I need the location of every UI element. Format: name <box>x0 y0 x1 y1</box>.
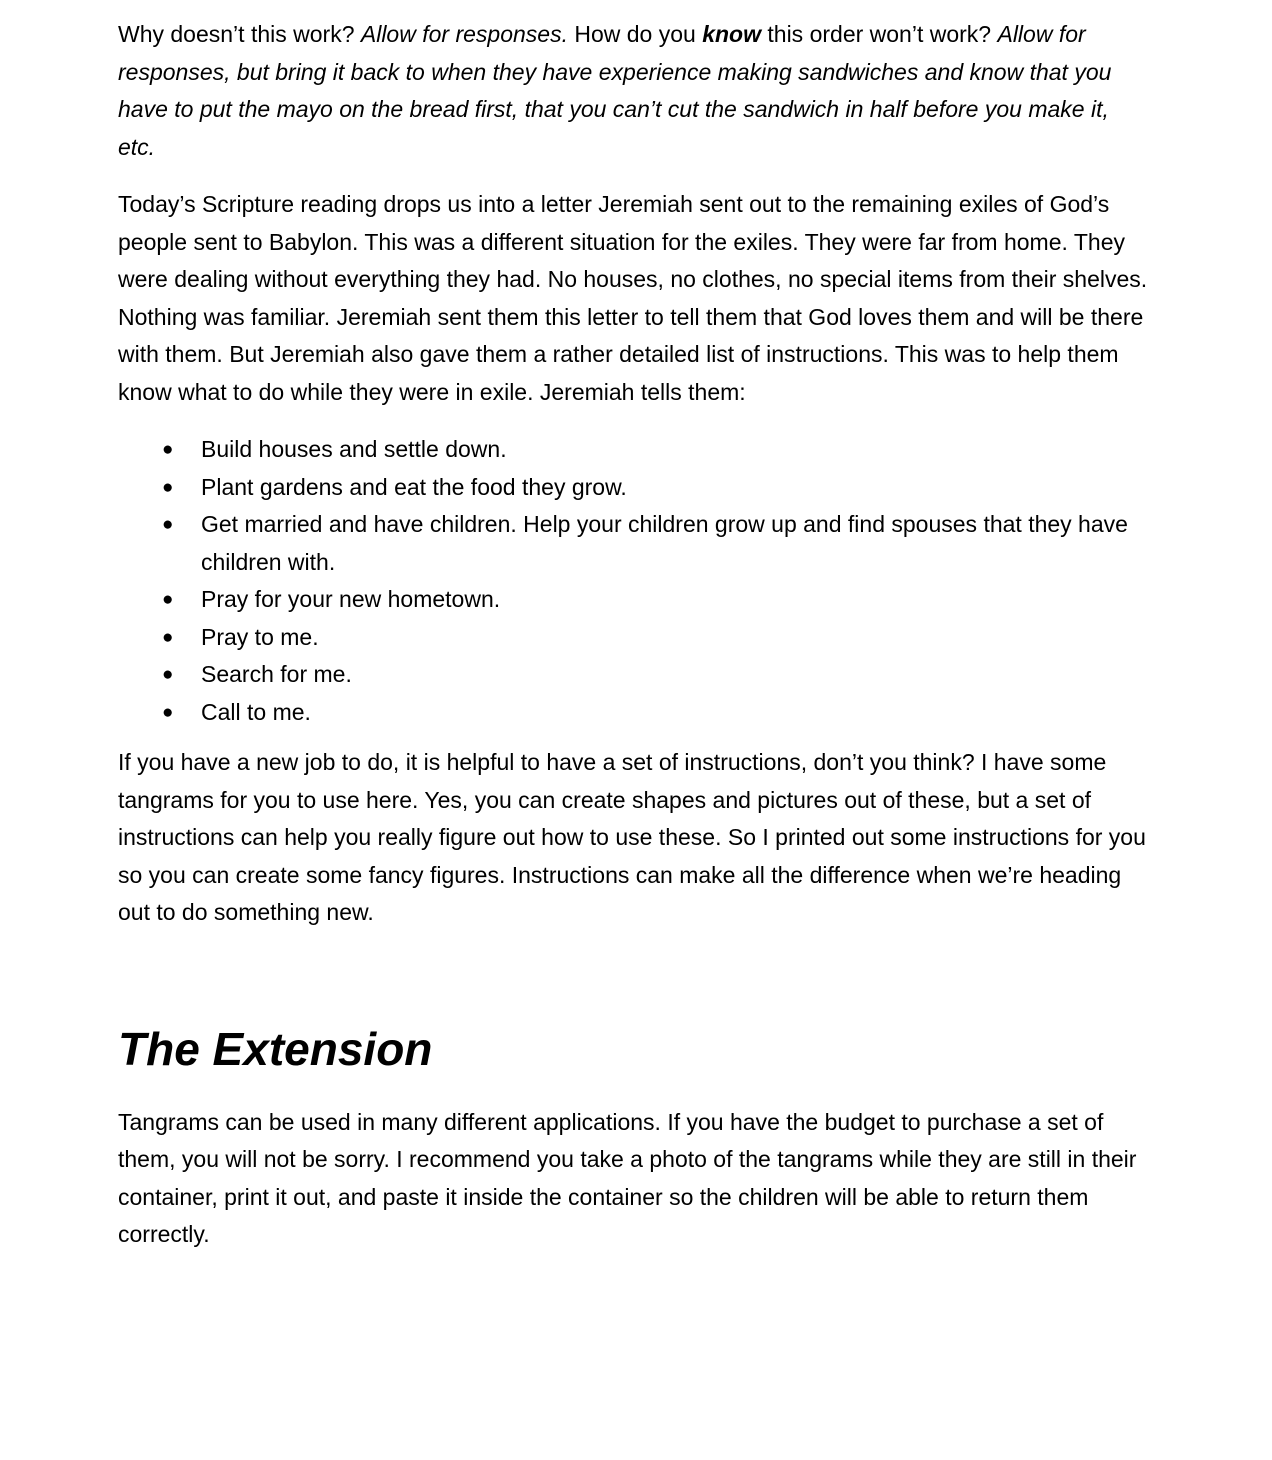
instructions-paragraph: If you have a new job to do, it is helpful to have a set of instructions, don’t you think? I have some tangrams for you to use here. Yes, you can create shapes and pictures out of these, but a set of instructions can help you really figure out how to use these. So I printed out some instructions for you so you can create some fancy figures. Instructions can make all the difference when we’re heading out to do something new. <box>118 749 1146 925</box>
section-heading: The Extension <box>118 1022 433 1075</box>
list-item <box>118 469 1152 507</box>
list-item <box>118 431 1152 469</box>
bullet-icon: ● <box>162 701 174 723</box>
intro-paragraph <box>118 16 1152 166</box>
list-item <box>118 694 1152 732</box>
bullet-icon: ● <box>162 664 174 685</box>
text-segment: know <box>702 21 761 47</box>
bullet-icon: ● <box>162 476 174 498</box>
scripture-paragraph: Today’s Scripture reading drops us into a letter Jeremiah sent out to the remaining exiles of God’s people sent to Babylon. This was a different situation for the exiles. They were far from home. They were dealing without everything they had. No houses, no clothes, no special items from their shelves. Nothing was familiar. Jeremiah sent them this letter to tell them that God loves them and will be there with them. But Jeremiah also gave them a rather detailed list of instructions. This was to help them know what to do while they were in exile. Jeremiah tells them: <box>118 191 1148 405</box>
list-item <box>118 581 1152 619</box>
list-item <box>118 656 1152 694</box>
list-item-text: Plant gardens and eat the food they grow. <box>201 473 627 500</box>
extension-paragraph: Tangrams can be used in many different applications. If you have the budget to purchase a set of them, you will not be sorry. I recommend you take a photo of the tangrams while they are still in their container, print it out, and paste it inside the container so the children will be able to return them correctly. <box>118 1108 1137 1247</box>
list-item <box>118 506 1152 581</box>
list-item-text: Pray for your new hometown. <box>201 586 501 612</box>
text-segment: Why doesn’t this work? <box>118 21 361 47</box>
bullet-icon: ● <box>162 514 174 535</box>
list-item-text: Pray to me. <box>201 623 319 650</box>
text-segment: How do you <box>567 21 703 47</box>
instructions-list <box>118 431 1152 731</box>
list-item-text: Search for me. <box>201 661 352 687</box>
text-segment: this order won’t work? <box>761 21 998 47</box>
bullet-icon: ● <box>162 626 174 648</box>
text-segment: Allow for responses, but bring it back to when they have experience making sandwiches and know that you have to put the mayo on the bread first, that you can’t cut the sandwich in half before you make it, etc. <box>118 21 1112 160</box>
list-item-text: Get married and have children. Help your children grow up and find spouses that they have children with. <box>201 511 1128 575</box>
bullet-icon: ● <box>162 439 174 460</box>
text-segment: Allow for responses. <box>360 21 568 47</box>
bullet-icon: ● <box>162 589 174 610</box>
list-item-text: Call to me. <box>201 698 311 725</box>
list-item <box>118 619 1152 657</box>
list-item-text: Build houses and settle down. <box>201 436 507 462</box>
